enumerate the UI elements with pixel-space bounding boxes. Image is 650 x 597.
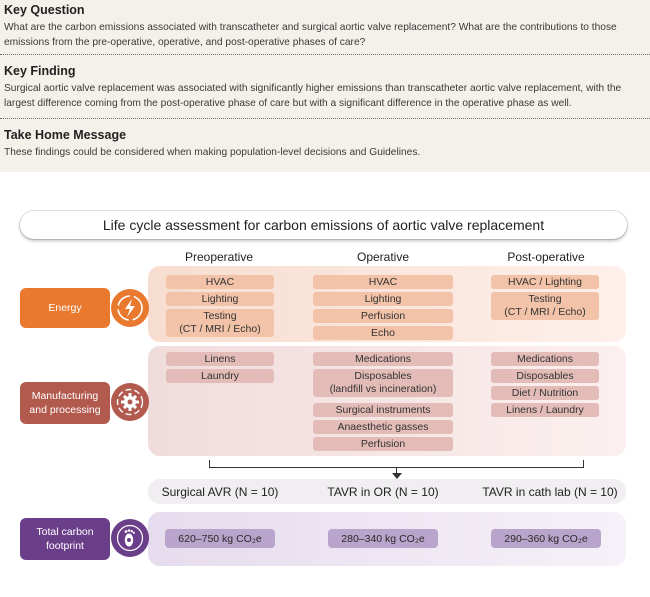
column-heading-operative: Operative [356, 250, 410, 264]
key-finding-heading: Key Finding [4, 64, 76, 78]
energy-op-item: Lighting [313, 292, 453, 306]
energy-op-item: HVAC [313, 275, 453, 289]
manufacturing-post-item: Diet / Nutrition [491, 386, 599, 400]
key-question-heading: Key Question [4, 3, 85, 17]
manufacturing-op-item: Disposables (landfill vs incineration) [313, 369, 453, 397]
total-footprint-label: Total carbon footprint [20, 518, 110, 560]
group-label-tavr-cathlab: TAVR in cath lab (N = 10) [482, 485, 618, 499]
group-label-tavr-or: TAVR in OR (N = 10) [327, 485, 439, 499]
column-heading-postoperative: Post-operative [507, 250, 585, 264]
manufacturing-post-item: Disposables [491, 369, 599, 383]
divider [0, 54, 650, 55]
divider [0, 118, 650, 119]
manufacturing-op-item: Medications [313, 352, 453, 366]
take-home-heading: Take Home Message [4, 128, 127, 142]
manufacturing-op-item: Anaesthetic gasses [313, 420, 453, 434]
key-finding-text: Surgical aortic valve replacement was associated with significantly higher emissions than transcatheter aortic valve replacement, with the largest difference coming from the post-operative phase of care but with a significant difference in the operative phase as well. [4, 83, 622, 109]
total-surgical-value: 620–750 kg CO₂e [165, 529, 275, 548]
key-finding-section [4, 64, 646, 111]
energy-pre-item: Lighting [166, 292, 274, 306]
manufacturing-pre-item: Linens [166, 352, 274, 366]
diagram-title: Life cycle assessment for carbon emissions of aortic valve replacement [20, 211, 627, 239]
energy-post-item: Testing (CT / MRI / Echo) [491, 292, 599, 320]
manufacturing-op-item: Perfusion [313, 437, 453, 451]
energy-pre-item: HVAC [166, 275, 274, 289]
key-question-text: What are the carbon emissions associated with transcatheter and surgical aortic valve replacement? What are the contributions to those emissions from the pre-operative, operative, and post-operative phases of care? [4, 22, 617, 48]
gear-cycle-icon [111, 383, 149, 421]
manufacturing-label: Manufacturing and processing [20, 382, 110, 424]
group-label-surgical: Surgical AVR (N = 10) [161, 485, 279, 499]
energy-label: Energy [20, 288, 110, 328]
energy-post-item: HVAC / Lighting [491, 275, 599, 289]
manufacturing-pre-item: Laundry [166, 369, 274, 383]
total-tavr-or-value: 280–340 kg CO₂e [328, 529, 438, 548]
column-heading-preoperative: Preoperative [184, 250, 254, 264]
energy-op-item: Perfusion [313, 309, 453, 323]
footprint-icon [111, 519, 149, 557]
key-question-section [4, 3, 646, 50]
manufacturing-op-item: Surgical instruments [313, 403, 453, 417]
take-home-section [4, 128, 646, 160]
manufacturing-post-item: Medications [491, 352, 599, 366]
energy-pre-item: Testing (CT / MRI / Echo) [166, 309, 274, 337]
take-home-text: These findings could be considered when making population-level decisions and Guidelines. [4, 147, 421, 158]
energy-op-item: Echo [313, 326, 453, 340]
total-tavr-cathlab-value: 290–360 kg CO₂e [491, 529, 601, 548]
energy-bolt-icon [111, 289, 149, 327]
manufacturing-post-item: Linens / Laundry [491, 403, 599, 417]
